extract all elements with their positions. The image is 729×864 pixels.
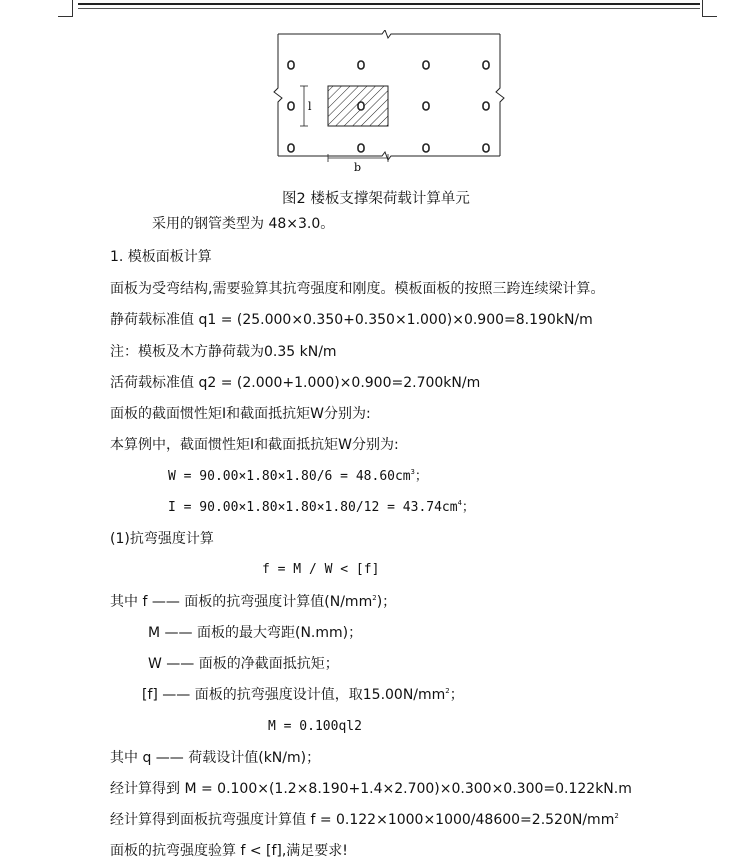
subsection-heading: (1)抗弯强度计算 bbox=[110, 531, 214, 547]
crop-mark-left-h bbox=[58, 16, 73, 17]
i-formula-sup: 4 bbox=[457, 499, 462, 507]
moment-formula: M = 0.100ql2 bbox=[268, 719, 362, 734]
inertia-intro-text: 面板的截面惯性矩I和截面抵抗矩W分别为: bbox=[110, 406, 371, 422]
dimension-l-label: l bbox=[308, 100, 312, 113]
ff-definition-tail: ； bbox=[449, 687, 464, 703]
w-formula-text: W = 90.00×1.80×1.80/6 = 48.60cm bbox=[168, 469, 411, 484]
w-formula-sup: 3 bbox=[410, 468, 415, 476]
f-definition bbox=[110, 593, 396, 611]
w-formula bbox=[168, 468, 428, 486]
strength-check: 面板的抗弯强度验算 f < [f],满足要求! bbox=[110, 843, 348, 859]
intro-text: 面板为受弯结构,需要验算其抗弯强度和刚度。模板面板的按照三跨连续梁计算。 bbox=[110, 281, 605, 297]
crop-mark-right-h bbox=[702, 16, 717, 17]
strength-calculation-sup: 2 bbox=[614, 812, 619, 820]
q-definition: 其中 q —— 荷载设计值(kN/m)； bbox=[110, 750, 321, 766]
header-rule bbox=[78, 3, 700, 5]
ff-definition-sup: 2 bbox=[445, 687, 450, 695]
inertia-example-text: 本算例中，截面惯性矩I和截面抵抗矩W分别为: bbox=[110, 437, 399, 453]
support-frame-diagram bbox=[270, 30, 510, 176]
q1-text: 静荷载标准值 q1 = (25.000×0.350+0.350×1.000)×0.900=8.190kN/m bbox=[110, 312, 593, 328]
ff-definition-text: [f] —— 面板的抗弯强度设计值，取15.00N/mm bbox=[142, 687, 446, 703]
dimension-b-label: b bbox=[354, 161, 362, 174]
i-formula-tail: ； bbox=[461, 500, 475, 515]
moment-calculation: 经计算得到 M = 0.100×(1.2×8.190+1.4×2.700)×0.300×0.300=0.122kN.m bbox=[110, 781, 632, 797]
note-text: 注：模板及木方静荷载为0.35 kN/m bbox=[110, 344, 337, 360]
w-definition: W —— 面板的净截面抵抗矩； bbox=[148, 656, 339, 672]
f-definition-text: 其中 f —— 面板的抗弯强度计算值(N/mm bbox=[110, 594, 373, 610]
crop-mark-right bbox=[702, 0, 703, 16]
pipe-type-text: 采用的钢管类型为 48×3.0。 bbox=[152, 216, 335, 232]
dimension-l bbox=[300, 86, 308, 126]
i-formula bbox=[168, 499, 475, 517]
section-heading: 1. 模板面板计算 bbox=[110, 249, 212, 265]
m-definition: M —— 面板的最大弯距(N.mm)； bbox=[148, 625, 363, 641]
strength-calculation bbox=[110, 811, 619, 829]
strength-calculation-text: 经计算得到面板抗弯强度计算值 f = 0.122×1000×1000/48600=2.520N/mm bbox=[110, 812, 615, 828]
i-formula-text: I = 90.00×1.80×1.80×1.80/12 = 43.74cm bbox=[168, 500, 458, 515]
q2-text: 活荷载标准值 q2 = (2.000+1.000)×0.900=2.700kN/m bbox=[110, 375, 481, 391]
w-formula-tail: ； bbox=[414, 469, 428, 484]
header-rule-thin bbox=[78, 8, 700, 9]
crop-mark-left bbox=[72, 0, 73, 16]
ff-definition bbox=[142, 686, 464, 704]
f-definition-tail: )； bbox=[376, 594, 397, 610]
figure-caption: 图2 楼板支撑架荷载计算单元 bbox=[282, 191, 470, 207]
strength-formula: f = M / W < [f] bbox=[262, 562, 380, 577]
f-definition-sup: 2 bbox=[372, 594, 377, 602]
